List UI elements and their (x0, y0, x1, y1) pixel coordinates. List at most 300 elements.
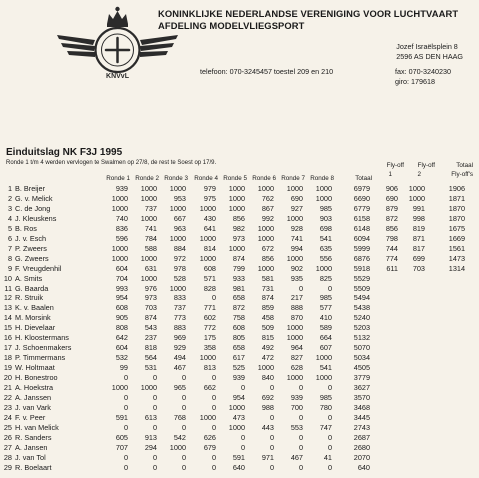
rank-cell: 14 (3, 313, 12, 323)
round-score: 747 (319, 422, 332, 432)
round-score: 978 (173, 263, 186, 273)
flyoff-1-score: 879 (385, 203, 398, 213)
round-score: 0 (152, 392, 157, 402)
pilot-name: K. v. Baalen (15, 303, 54, 313)
round-score: 617 (232, 353, 245, 363)
pilot-name: J. Kleuskens (15, 213, 57, 223)
round-score: 631 (144, 263, 157, 273)
round-score: 1000 (169, 442, 186, 452)
round-score: 827 (290, 353, 303, 363)
round-score: 1000 (315, 353, 332, 363)
round-score: 1000 (228, 184, 245, 193)
rank-cell: 2 (7, 193, 12, 203)
total-score: 5070 (353, 343, 370, 353)
round-score: 543 (144, 323, 157, 333)
round-score: 981 (232, 283, 245, 293)
rank-cell: 5 (7, 223, 12, 233)
total-score: 640 (357, 462, 370, 472)
rank-cell: 15 (3, 323, 12, 333)
pilot-name: H. Bonestroo (15, 373, 58, 383)
rank-cell: 1 (7, 184, 12, 193)
round-score: 1000 (228, 402, 245, 412)
round-score: 994 (290, 243, 303, 253)
rank-cell: 8 (7, 253, 12, 263)
round-score: 443 (261, 422, 274, 432)
round-score: 692 (261, 392, 274, 402)
round-score: 867 (261, 203, 274, 213)
flyoff-2-score: 699 (412, 253, 425, 263)
rank-cell: 3 (7, 203, 12, 213)
flyoff-2-score: 991 (412, 203, 425, 213)
round-score: 0 (181, 422, 186, 432)
round-score: 0 (211, 392, 216, 402)
round-score: 976 (144, 283, 157, 293)
round-score: 1000 (140, 383, 157, 392)
round-score: 939 (290, 392, 303, 402)
flyoff-total-score: 1473 (448, 253, 465, 263)
round-score: 0 (298, 462, 303, 472)
round-score: 988 (261, 402, 274, 412)
pilot-name: B. Breijer (15, 184, 46, 193)
round-score: 0 (123, 422, 128, 432)
total-score: 3468 (353, 402, 370, 412)
round-score: 758 (232, 313, 245, 323)
round-score: 0 (123, 392, 128, 402)
org-heading (158, 8, 458, 32)
round-score: 883 (173, 323, 186, 333)
flyoff-1-score: 856 (385, 223, 398, 233)
round-score: 41 (323, 452, 332, 462)
round-score: 971 (261, 452, 274, 462)
round-score: 532 (115, 353, 128, 363)
rank-cell: 12 (3, 293, 12, 303)
round-score: 0 (211, 452, 216, 462)
address-street: Jozef Israëlsplein 8 (396, 42, 458, 51)
round-score: 1000 (169, 233, 186, 243)
round-score: 707 (115, 442, 128, 452)
org-name: KONINKLIJKE NEDERLANDSE VERENIGING VOOR LUCHTVAART (158, 8, 459, 19)
round-score: 704 (115, 273, 128, 283)
total-score: 5494 (353, 293, 370, 303)
round-score: 608 (232, 323, 245, 333)
round-score: 954 (232, 392, 245, 402)
round-score: 581 (261, 273, 274, 283)
round-header-3: Ronde 3 (164, 175, 188, 182)
round-score: 740 (115, 213, 128, 223)
round-score: 667 (173, 213, 186, 223)
total-score: 3570 (353, 392, 370, 402)
round-score: 217 (290, 293, 303, 303)
flyoff-total-header: Totaal (456, 162, 473, 169)
round-score: 799 (232, 263, 245, 273)
round-score: 542 (173, 432, 186, 442)
total-score: 2743 (353, 422, 370, 432)
flyoff-1-score: 611 (386, 263, 398, 273)
round-score: 640 (232, 462, 245, 472)
round-score: 939 (115, 184, 128, 193)
round-score: 870 (290, 313, 303, 323)
round-score: 525 (232, 363, 245, 373)
round-score: 902 (290, 263, 303, 273)
round-score: 0 (181, 462, 186, 472)
round-score: 658 (232, 343, 245, 353)
pilot-name: J. Schoenmakers (15, 343, 72, 353)
round-score: 0 (327, 383, 332, 392)
rank-cell: 29 (3, 462, 12, 472)
round-score: 679 (203, 442, 216, 452)
flyoff-2-score: 819 (412, 223, 425, 233)
round-score: 1000 (199, 233, 216, 243)
round-score: 0 (240, 442, 245, 452)
round-score: 0 (298, 283, 303, 293)
rank-cell: 26 (3, 432, 12, 442)
total-score: 5203 (353, 323, 370, 333)
round-score: 784 (144, 233, 157, 243)
crown-icon (107, 7, 128, 27)
flyoff-1-score: 906 (385, 184, 398, 193)
round-score: 571 (203, 273, 216, 283)
flyoff-2-score: 1000 (408, 193, 425, 203)
round-score: 1000 (315, 373, 332, 383)
round-score: 99 (119, 363, 128, 373)
round-score: 1000 (169, 283, 186, 293)
flyoff-2-number: 2 (417, 171, 421, 178)
round-score: 0 (181, 452, 186, 462)
round-score: 1000 (315, 184, 332, 193)
pilot-name: J. van Vark (15, 402, 51, 412)
round-score: 0 (152, 402, 157, 412)
round-score: 0 (240, 432, 245, 442)
flyoff-total-score: 1675 (448, 223, 465, 233)
round-header-8: Ronde 8 (310, 175, 334, 182)
round-score: 588 (144, 243, 157, 253)
round-score: 973 (232, 233, 245, 243)
round-score: 762 (261, 193, 274, 203)
org-address (396, 42, 463, 62)
pilot-name: J. van Tol (15, 452, 46, 462)
round-score: 175 (203, 333, 216, 343)
fax-giro (395, 67, 451, 87)
round-score: 1000 (199, 412, 216, 422)
rank-cell: 28 (3, 452, 12, 462)
round-score: 531 (144, 363, 157, 373)
round-score: 658 (232, 293, 245, 303)
round-score: 591 (115, 412, 128, 422)
round-score: 591 (232, 452, 245, 462)
round-score: 0 (152, 462, 157, 472)
round-score: 608 (203, 263, 216, 273)
round-score: 237 (144, 333, 157, 343)
round-score: 607 (319, 343, 332, 353)
round-score: 0 (211, 293, 216, 303)
round-score: 0 (152, 373, 157, 383)
left-wing-icon (57, 35, 95, 57)
pilot-name: B. Ros (15, 223, 37, 233)
round-score: 992 (261, 213, 274, 223)
round-score: 953 (173, 193, 186, 203)
round-score: 1000 (228, 203, 245, 213)
flyoff-2-score: 871 (412, 233, 425, 243)
rank-cell: 7 (7, 243, 12, 253)
phone-number: telefoon: 070-3245457 toestel 209 en 210 (200, 67, 334, 76)
total-score: 5999 (353, 243, 370, 253)
pilot-name: R. Boelaart (15, 462, 52, 472)
rank-cell: 25 (3, 422, 12, 432)
round-score: 0 (211, 402, 216, 412)
round-score: 874 (232, 253, 245, 263)
pilot-name: R. Sanders (15, 432, 52, 442)
round-score: 528 (173, 273, 186, 283)
round-score: 737 (173, 303, 186, 313)
pilot-name: C. de Jong (15, 203, 51, 213)
round-score: 833 (173, 293, 186, 303)
total-score: 3779 (353, 373, 370, 383)
pilot-name: R. Struik (15, 293, 43, 303)
round-score: 773 (173, 313, 186, 323)
round-score: 1000 (286, 253, 303, 263)
total-score: 6158 (353, 213, 370, 223)
round-score: 975 (203, 193, 216, 203)
round-score: 635 (319, 243, 332, 253)
fax-number: fax: 070-3240230 (395, 67, 451, 76)
round-score: 589 (319, 323, 332, 333)
total-score: 2687 (353, 432, 370, 442)
round-score: 604 (115, 263, 128, 273)
round-score: 1000 (286, 184, 303, 193)
round-score: 564 (144, 353, 157, 363)
flyoff-1-number: 1 (388, 171, 392, 178)
round-score: 768 (173, 412, 186, 422)
round-score: 828 (203, 283, 216, 293)
round-score: 628 (290, 363, 303, 373)
round-header-4: Ronde 4 (194, 175, 218, 182)
round-score: 814 (203, 243, 216, 253)
right-wing-icon (140, 35, 178, 57)
round-header-1: Ronde 1 (106, 175, 130, 182)
round-header-7: Ronde 7 (281, 175, 305, 182)
pilot-name: G. Baarda (15, 283, 49, 293)
round-header-6: Ronde 6 (252, 175, 276, 182)
flyoff-1-score: 774 (385, 253, 398, 263)
total-score: 6979 (353, 184, 370, 193)
round-score: 872 (232, 303, 245, 313)
flyoff-2-header: Fly-off (417, 162, 435, 169)
flyoff-2-score: 817 (412, 243, 425, 253)
total-score: 6094 (353, 233, 370, 243)
round-score: 808 (115, 323, 128, 333)
round-score: 0 (123, 462, 128, 472)
round-score: 0 (123, 373, 128, 383)
round-score: 1000 (286, 333, 303, 343)
round-score: 903 (319, 213, 332, 223)
pilot-name: G. v. Melick (15, 193, 53, 203)
round-score: 1000 (257, 363, 274, 373)
rank-cell: 9 (7, 263, 12, 273)
rank-cell: 13 (3, 303, 12, 313)
round-score: 772 (203, 323, 216, 333)
round-header-2: Ronde 2 (135, 175, 159, 182)
document-subtitle: Ronde 1 t/m 4 werden vervlogen te Swalmen op 27/8, de rest te Soest op 17/9. (6, 160, 217, 166)
total-header: Totaal (355, 175, 372, 182)
round-score: 1000 (286, 373, 303, 383)
round-score: 888 (290, 303, 303, 313)
round-score: 1000 (257, 263, 274, 273)
rank-cell: 23 (3, 402, 12, 412)
round-score: 642 (115, 333, 128, 343)
round-score: 0 (240, 383, 245, 392)
round-score: 596 (115, 233, 128, 243)
round-score: 1000 (169, 184, 186, 193)
flyoff-2-score: 1000 (408, 184, 425, 193)
pilot-name: W. Holtmaat (15, 363, 55, 373)
round-score: 1000 (140, 253, 157, 263)
round-score: 1000 (286, 213, 303, 223)
total-score: 6690 (353, 193, 370, 203)
total-score: 6148 (353, 223, 370, 233)
pilot-name: P. Timmermans (15, 353, 66, 363)
round-score: 836 (115, 223, 128, 233)
round-score: 1000 (140, 273, 157, 283)
round-score: 979 (203, 184, 216, 193)
flyoff-total-score: 1870 (448, 203, 465, 213)
total-score: 4505 (353, 363, 370, 373)
document-title: Einduitslag NK F3J 1995 (6, 147, 123, 158)
round-score: 604 (115, 343, 128, 353)
round-score: 965 (173, 383, 186, 392)
round-score: 973 (144, 293, 157, 303)
round-score: 458 (261, 313, 274, 323)
round-score: 874 (144, 313, 157, 323)
total-score: 5132 (353, 333, 370, 343)
round-score: 664 (319, 333, 332, 343)
round-score: 0 (298, 383, 303, 392)
round-score: 0 (327, 442, 332, 452)
round-score: 928 (290, 223, 303, 233)
round-score: 0 (152, 422, 157, 432)
round-score: 913 (144, 432, 157, 442)
flyoff-total-score: 1906 (448, 184, 465, 193)
rank-cell: 18 (3, 353, 12, 363)
round-score: 0 (298, 442, 303, 452)
pilot-name: J. v. Esch (15, 233, 47, 243)
rank-cell: 24 (3, 412, 12, 422)
round-score: 0 (298, 432, 303, 442)
round-score: 964 (290, 343, 303, 353)
round-score: 0 (298, 412, 303, 422)
giro-number: giro: 179618 (395, 77, 435, 86)
round-score: 1000 (140, 184, 157, 193)
round-score: 982 (232, 223, 245, 233)
round-score: 467 (173, 363, 186, 373)
flyoff-total-header-2: Fly-off's (451, 171, 473, 178)
round-score: 1000 (169, 203, 186, 213)
address-city: 2596 AS DEN HAAG (396, 52, 463, 61)
pilot-name: F. v. Peer (15, 412, 46, 422)
flyoff-total-score: 1871 (448, 193, 465, 203)
round-score: 605 (115, 432, 128, 442)
round-score: 933 (232, 273, 245, 283)
round-score: 1000 (257, 184, 274, 193)
round-score: 0 (181, 373, 186, 383)
round-score: 1000 (257, 223, 274, 233)
round-score: 935 (290, 273, 303, 283)
round-score: 771 (203, 303, 216, 313)
round-score: 929 (173, 343, 186, 353)
round-score: 626 (203, 432, 216, 442)
rank-cell: 22 (3, 392, 12, 402)
round-score: 1000 (228, 422, 245, 432)
round-score: 0 (269, 432, 274, 442)
rank-cell: 19 (3, 363, 12, 373)
round-score: 1000 (315, 263, 332, 273)
rank-cell: 20 (3, 373, 12, 383)
round-score: 0 (211, 373, 216, 383)
round-score: 1000 (315, 193, 332, 203)
round-score: 492 (261, 343, 274, 353)
round-score: 698 (319, 223, 332, 233)
flyoff-total-score: 1870 (448, 213, 465, 223)
round-score: 856 (261, 253, 274, 263)
round-score: 985 (319, 293, 332, 303)
round-score: 1000 (111, 243, 128, 253)
round-score: 1000 (140, 193, 157, 203)
total-score: 3445 (353, 412, 370, 422)
round-score: 737 (144, 203, 157, 213)
round-score: 1000 (111, 253, 128, 263)
round-score: 641 (203, 223, 216, 233)
round-score: 0 (152, 452, 157, 462)
rank-cell: 11 (4, 283, 12, 293)
round-score: 553 (290, 422, 303, 432)
round-score: 874 (261, 293, 274, 303)
round-score: 1000 (199, 253, 216, 263)
round-score: 884 (173, 243, 186, 253)
round-score: 602 (203, 313, 216, 323)
round-score: 818 (144, 343, 157, 353)
round-score: 0 (269, 442, 274, 452)
round-score: 0 (327, 283, 332, 293)
total-score: 3627 (353, 383, 370, 392)
round-score: 815 (261, 333, 274, 343)
round-score: 1000 (228, 193, 245, 203)
round-score: 805 (232, 333, 245, 343)
pilot-name: A. Smits (15, 273, 43, 283)
round-score: 905 (115, 313, 128, 323)
pilot-name: M. Morsink (15, 313, 51, 323)
pilot-name: H. Dievelaar (15, 323, 56, 333)
results-table (0, 162, 479, 478)
round-score: 430 (203, 213, 216, 223)
round-score: 972 (173, 253, 186, 263)
round-score: 690 (290, 193, 303, 203)
flyoff-2-score: 998 (412, 213, 425, 223)
flyoff-total-score: 1314 (448, 263, 465, 273)
rank-cell: 10 (3, 273, 12, 283)
round-score: 0 (327, 432, 332, 442)
round-score: 0 (211, 422, 216, 432)
total-score: 5438 (353, 303, 370, 313)
round-score: 985 (319, 203, 332, 213)
round-score: 0 (327, 412, 332, 422)
round-score: 840 (261, 373, 274, 383)
total-score: 2680 (353, 442, 370, 452)
flyoff-1-score: 690 (385, 193, 398, 203)
round-score: 608 (115, 303, 128, 313)
round-score: 467 (290, 452, 303, 462)
pilot-name: H. Kloostermans (15, 333, 69, 343)
round-score: 1000 (228, 243, 245, 253)
round-score: 969 (173, 333, 186, 343)
